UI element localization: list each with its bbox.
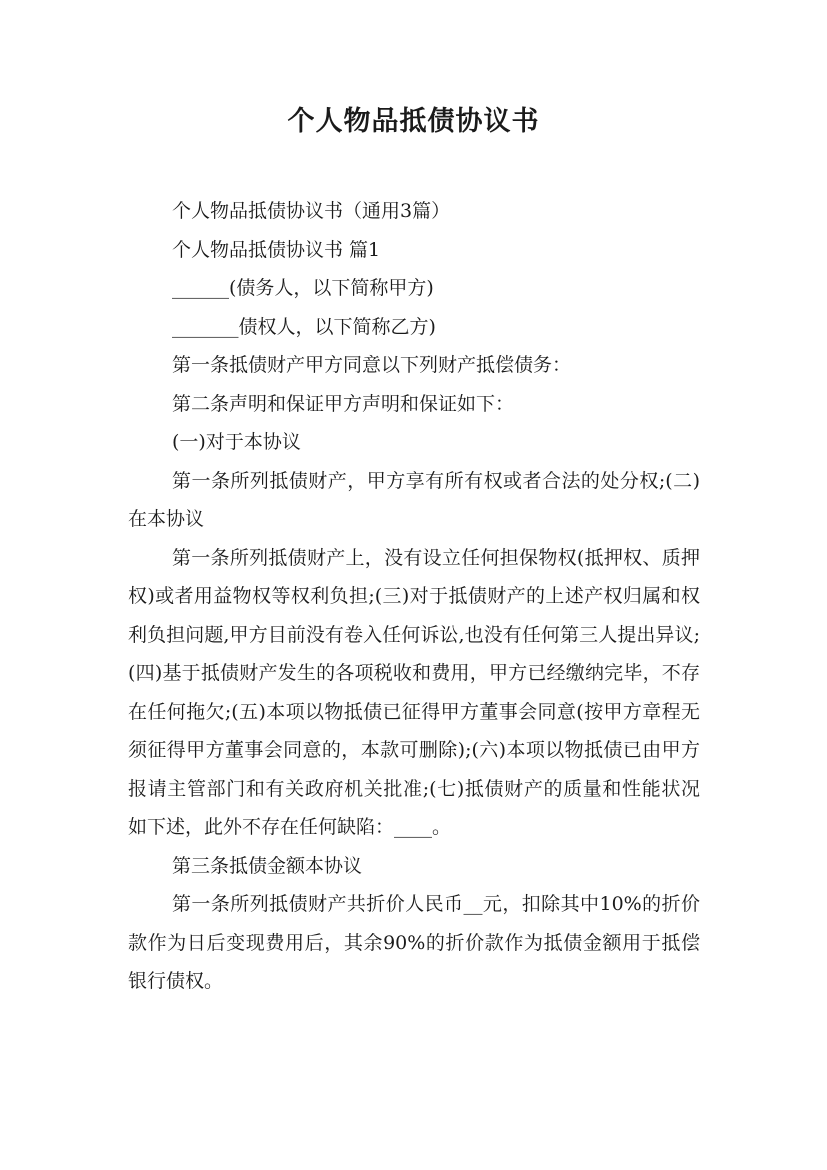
paragraph-article-3: 第三条抵债金额本协议 xyxy=(172,854,363,877)
paragraph-creditor-line: _______债权人，以下简称乙方) xyxy=(172,315,436,338)
paragraph-article-2: 第二条声明和保证甲方声明和保证如下： xyxy=(172,392,515,415)
paragraph-subtitle: 个人物品抵债协议书（通用3篇） xyxy=(172,200,451,222)
document-body xyxy=(128,192,700,1001)
paragraph-clauses-2-7: 第一条所列抵债财产上，没有设立任何担保物权(抵押权、质押权)或者用益物权等权利负担;(三)对于抵债财产的上述产权归属和权利负担问题,甲方目前没有卷入任何诉讼,也没有任何第三人提出异议;(四)基于抵债财产发生的各项税收和费用，甲方已经缴纳完毕，不存在任何拖欠;(五)本项以物抵债已征得甲方董事会同意(按甲方章程无须征得甲方董事会同意的，本款可删除);(六)本项以物抵债已由甲方报请主管部门和有关政府机关批准;(七)抵债财产的质量和性能状况如下述，此外不存在任何缺陷：____。 xyxy=(128,546,700,838)
document-title: 个人物品抵债协议书 xyxy=(287,106,540,137)
paragraph-clause-1-body: 第一条所列抵债财产，甲方享有所有权或者合法的处分权;(二)在本协议 xyxy=(128,469,700,530)
paragraph-clause-1: (一)对于本协议 xyxy=(172,431,301,453)
paragraph-article-1: 第一条抵债财产甲方同意以下列财产抵偿债务： xyxy=(172,354,572,376)
paragraph-article-3-body: 第一条所列抵债财产共折价人民币__元，扣除其中10%的折价款作为日后变现费用后，其余90%的折价款作为抵债金额用于抵偿银行债权。 xyxy=(128,893,700,992)
paragraph-debtor-line: ______(债务人，以下简称甲方) xyxy=(172,277,434,299)
paragraph-section-heading: 个人物品抵债协议书 篇1 xyxy=(172,238,381,261)
